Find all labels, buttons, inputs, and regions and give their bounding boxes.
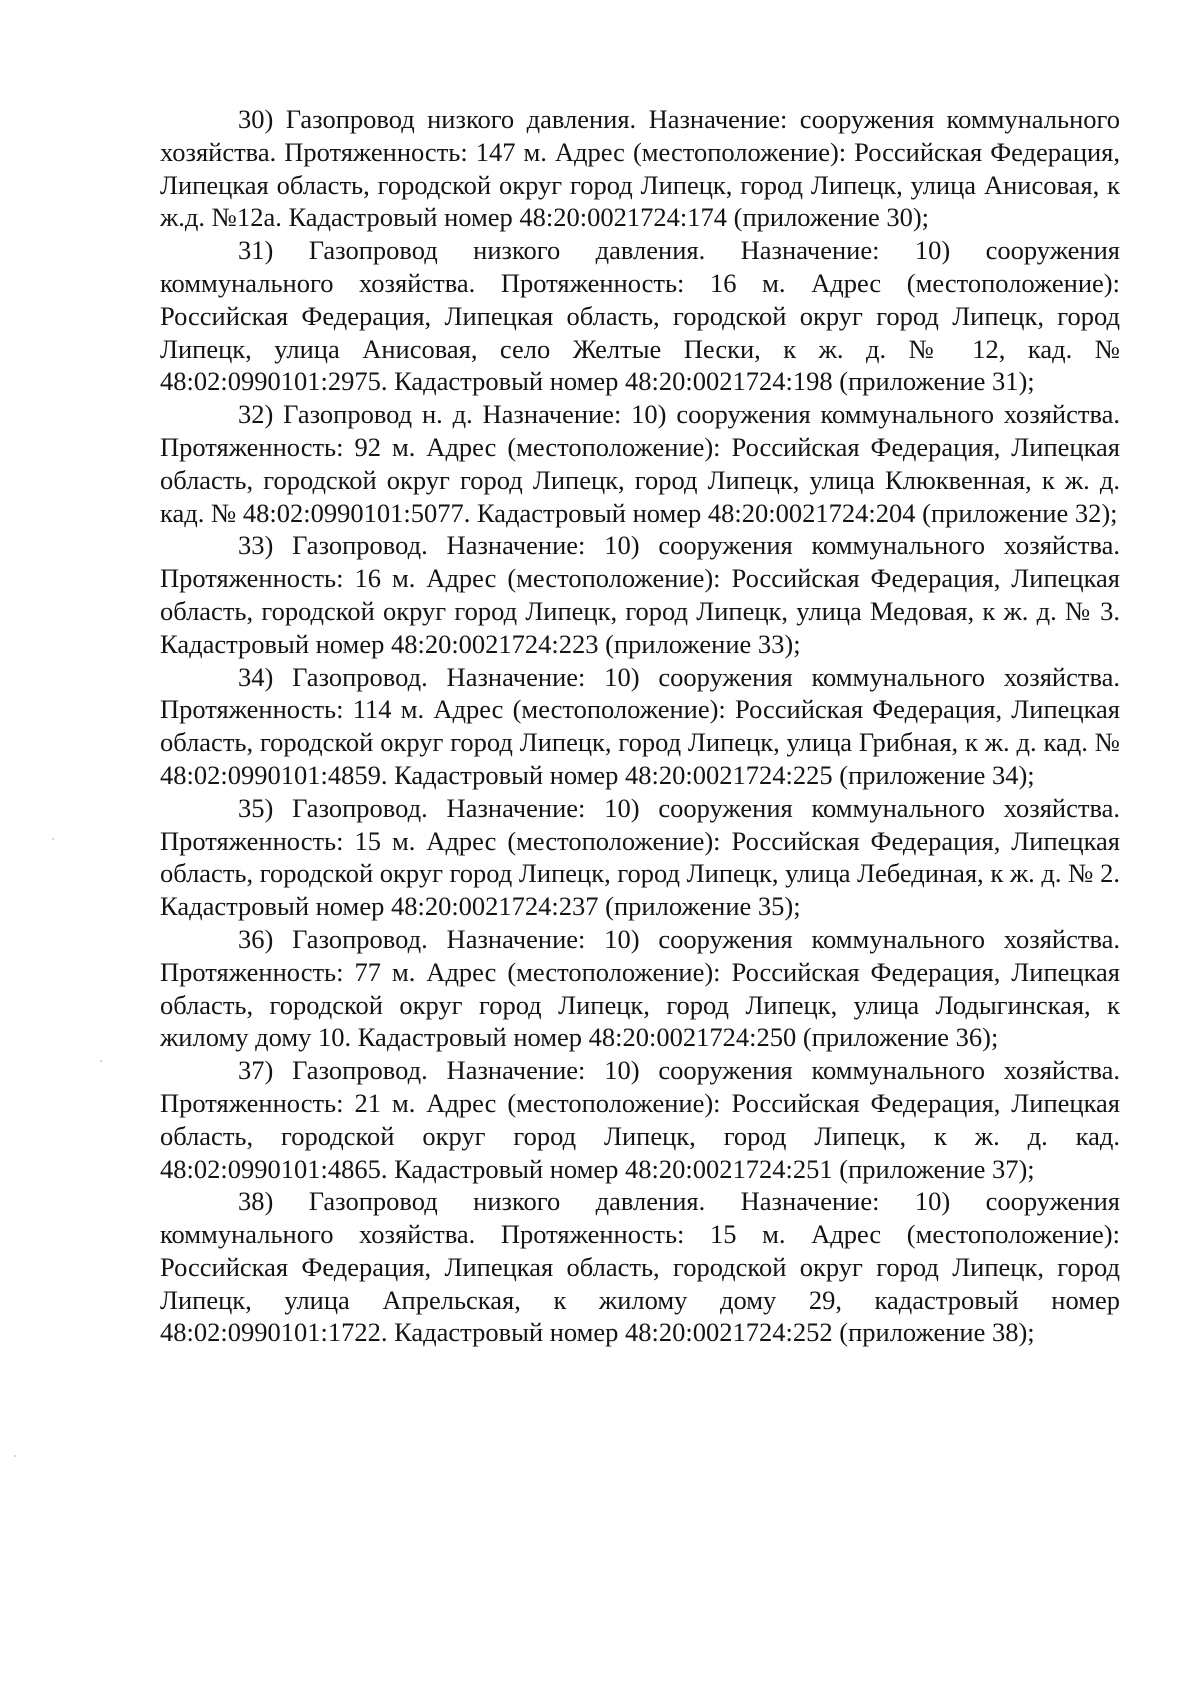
list-item-36: 36) Газопровод. Назначение: 10) сооружения коммунального хозяйства. Протяженность: 77 м. Адрес (местоположение): Российская Федерация, Липецкая область, городской округ город Липецк, город Липецк, улица Лодыгинская, к жилому дому 10. Кадастровый номер 48:20:0021724:250 (приложение 36); (160, 923, 1120, 1053)
scan-speck (14, 1455, 16, 1457)
list-item-34: 34) Газопровод. Назначение: 10) сооружения коммунального хозяйства. Протяженность: 114 м. Адрес (местоположение): Российская Федерация, Липецкая область, городской округ город Липецк, город Липецк, улица Грибная, к ж. д. кад. № 48:02:0990101:4859. Кадастровый номер 48:20:0021724:225 (приложение 34); (160, 661, 1120, 790)
list-item-32: 32) Газопровод н. д. Назначение: 10) сооружения коммунального хозяйства. Протяженность: 92 м. Адрес (местоположение): Российская Федерация, Липецкая область, городской округ город Липецк, город Липецк, улица Клюквенная, к ж. д. кад. № 48:02:0990101:5077. Кадастровый номер 48:20:0021724:204 (приложение 32); (160, 399, 1120, 528)
list-item-30: 30) Газопровод низкого давления. Назначение: сооружения коммунального хозяйства. Протяженность: 147 м. Адрес (местоположение): Российская Федерация, Липецкая область, городской округ город Липецк, город Липецк, улица Анисовая, к ж.д. №12а. Кадастровый номер 48:20:0021724:174 (приложение 30); (160, 104, 1120, 233)
list-item-35: 35) Газопровод. Назначение: 10) сооружения коммунального хозяйства. Протяженность: 15 м. Адрес (местоположение): Российская Федерация, Липецкая область, городской округ город Липецк, город Липецк, улица Лебединая, к ж. д. № 2. Кадастровый номер 48:20:0021724:237 (приложение 35); (160, 792, 1120, 922)
list-item-38: 38) Газопровод низкого давления. Назначение: 10) сооружения коммунального хозяйства. Протяженность: 15 м. Адрес (местоположение): Российская Федерация, Липецкая область, городской округ город Липецк, город Липецк, улица Апрельская, к жилому дому 29, кадастровый номер 48:02:0990101:1722. Кадастровый номер 48:20:0021724:252 (приложение 38); (160, 1186, 1120, 1348)
list-item-33: 33) Газопровод. Назначение: 10) сооружения коммунального хозяйства. Протяженность: 16 м. Адрес (местоположение): Российская Федерация, Липецкая область, городской округ город Липецк, город Липецк, улица Медовая, к ж. д. № 3. Кадастровый номер 48:20:0021724:223 (приложение 33); (160, 530, 1120, 659)
list-item-37: 37) Газопровод. Назначение: 10) сооружения коммунального хозяйства. Протяженность: 21 м. Адрес (местоположение): Российская Федерация, Липецкая область, городской округ город Липецк, город Липецк, к ж. д. кад. 48:02:0990101:4865. Кадастровый номер 48:20:0021724:251 (приложение 37); (160, 1055, 1120, 1184)
scan-speck (52, 838, 54, 840)
list-item-31: 31) Газопровод низкого давления. Назначение: 10) сооружения коммунального хозяйства. Протяженность: 16 м. Адрес (местоположение): Российская Федерация, Липецкая область, городской округ город Липецк, город Липецк, улица Анисовая, село Желтые Пески, к ж. д. № 12, кад. № 48:02:0990101:2975. Кадастровый номер 48:20:0021724:198 (приложение 31); (160, 235, 1120, 397)
scan-speck (100, 1060, 102, 1062)
document-page (160, 103, 1120, 1349)
